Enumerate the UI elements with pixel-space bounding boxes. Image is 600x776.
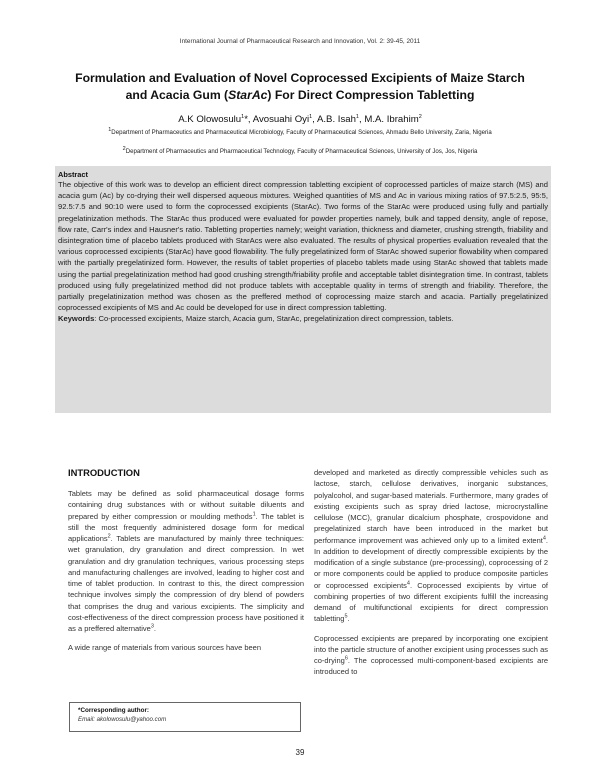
affiliation-1 [0,126,600,136]
intro-paragraph-2: A wide range of materials from various sources have been [68,643,262,653]
corresponding-author-email: Email: akolowosulu@yahoo.com [78,716,167,723]
citation: 6 [344,655,348,662]
text-run: . In addition to development of directly compressible excipients by the modification of a single substance (pre-processing), coprocessing of 2 or more components could be applied to produce composite particles or coprocessed excipients [314,535,548,590]
author-name: Avosuahi Oyi [252,114,310,125]
text-run: . The tablet is still the most frequently administered dosage form for medical applications [68,511,304,543]
title-line-2-end: ) For Direct Compression Tabletting [267,88,475,102]
corresponding-author-label: *Corresponding author: [78,707,150,714]
author-name: A.B. Isah [316,114,356,125]
abstract-heading: Abstract [58,170,88,179]
author-affil-mark: 1 [309,113,313,120]
affil-text: Department of Pharmaceutics and Pharmaceutical Technology, Faculty of Pharmaceutical Sciences, University of Jos, Jos, Nigeria [125,148,478,155]
citation: 1 [252,511,256,517]
title-line-2 [60,87,540,104]
citation: 5 [344,613,348,620]
author-sep: , [358,114,365,125]
text-run: . [347,614,350,624]
text-run: Tablets may be defined as solid pharmaceutical dosage forms containing drug substances with or without suitable diluents and prepared by either compression or moulding methods [68,489,304,521]
author-affil-mark: 1 [241,113,245,120]
affiliation-2 [0,145,600,155]
citation: 3 [150,623,154,630]
corresponding-author-box [69,702,301,732]
paper-title [60,70,540,104]
author-name: A.K Olowosulu [178,114,242,125]
affil-mark: 1 [108,126,112,133]
affil-text: Department of Pharmaceutics and Pharmaceutical Microbiology, Faculty of Pharmaceutical Sciences, Ahmadu Bello University, Zaria, Nigeria [111,129,492,136]
author-name: M.A. Ibrahim [364,114,419,125]
citation: 4 [406,580,410,586]
abstract-box [55,166,551,413]
text-run: . The coprocessed multi-component-based excipients are introduced to [314,656,548,677]
citation: 4 [542,535,546,541]
section-heading-introduction: INTRODUCTION [68,467,140,478]
author-sep: *, [244,114,253,125]
author-sep: , [312,114,317,125]
journal-header: International Journal of Pharmaceutical Research and Innovation, Vol. 2: 39-45, 2011 [179,38,421,45]
intro-paragraph-4 [314,633,548,678]
text-run: developed and marketed as directly compressible vehicles such as lactose, starch, cellulose derivatives, inorganic substances, polyalcohol, and sugar-based materials. Furthermore, many grades of existing excipients such as spray dried lactose, microcrystalline cellulose (MCC), granular dicalcium phosphate, crospovidone and pregelatinized starch have been introduced in the market but performance improvement was achieved only up to a limited extent [314,468,548,545]
text-run: . Coprocessed excipients by virtue of combining properties of two different excipients fulfill the increasing demand of multifunctional excipients for direct compression tabletting [314,580,548,624]
page-number: 39 [295,748,305,757]
left-column [68,467,304,662]
citation: 2 [107,533,111,540]
author-affil-mark: 1 [355,113,359,120]
text-run: Coprocessed excipients are prepared by incorporating one excipient into the particle structure of another excipient using processes such as co-drying [314,633,548,665]
keywords [58,313,548,324]
intro-paragraph-3 [314,467,548,625]
title-starac: StarAc [228,88,268,102]
abstract-text: The objective of this work was to develop an efficient direct compression tabletting excipient of coprocessed particles of maize starch (MS) and acacia gum (Ac) by co-drying their well dispersed aqueous mixtures. Weighed quantities of MS and Ac in various mixing ratios of 97.5:2.5, 95:5, 92.5:7.5 and 90:10 were used to form the coprocessed excipients (StarAc). Two forms of the StarAc were produced using fully and partially pregelatinization methods. The StarAc thus produced were evaluated for powder properties namely, bulk and tapped density, angle of repose, flow rate, Carr's index and Hausner's ratio. Tabletting properties namely; weight variation, thickness and diameter, crushing strength, friability and disintegration time of placebo tablets produced with StarAcs were also evaluated. The results of physical properties evaluation revealed that the various coprocessed excipients (StarAc) have good flowability. The fully pregelatinized form of StarAc showed superior flowability when compared with the partially pregelatinized form. However, the results of tablet properties of placebo tablets made using StarAc showed that tablets made using the partial pregelatinization method had good crushing strength/friability profile and acceptable tablet disintegration time. In contrast, tablets produced using fully pregelatinized method did not produce tablets with acceptable quality in terms of strength and friability. Therefore, the partially pregelatinization method was chosen as the preffered method of coprocessing maize starch and acacia. Partially pregelatinized coprocessed excipients of MS and Ac could be developed for use in direct compression tabletting. [58,180,548,313]
right-column [314,467,548,686]
affil-mark: 2 [122,145,126,152]
keywords-label: Keywords [58,314,95,324]
author-list [0,114,600,125]
text-run: . Tablets are manufactured by mainly three techniques: wet granulation, dry granulation and direct compression. In wet granulation and dry granulation techniques, various processing steps and manufacturing challenges are involved, leading to higher cost and time of tablet production. In contrast to this, the direct compression technique involves simply the compression of dry blend of powders that comprises the drug and various excipients. The simplicity and cost-effectiveness of the direct compression process have positioned it as a preffered alternative [68,534,304,633]
title-line-1: Formulation and Evaluation of Novel Coprocessed Excipients of Maize Starch [75,71,525,85]
title-line-2-start: and Acacia Gum ( [125,88,229,102]
author-affil-mark: 2 [418,113,422,120]
keywords-text: : Co-processed excipients, Maize starch, Acacia gum, StarAc, pregelatinization direct compression, tablets. [94,314,454,324]
intro-paragraph-1 [68,488,304,634]
text-run: . [153,624,156,633]
